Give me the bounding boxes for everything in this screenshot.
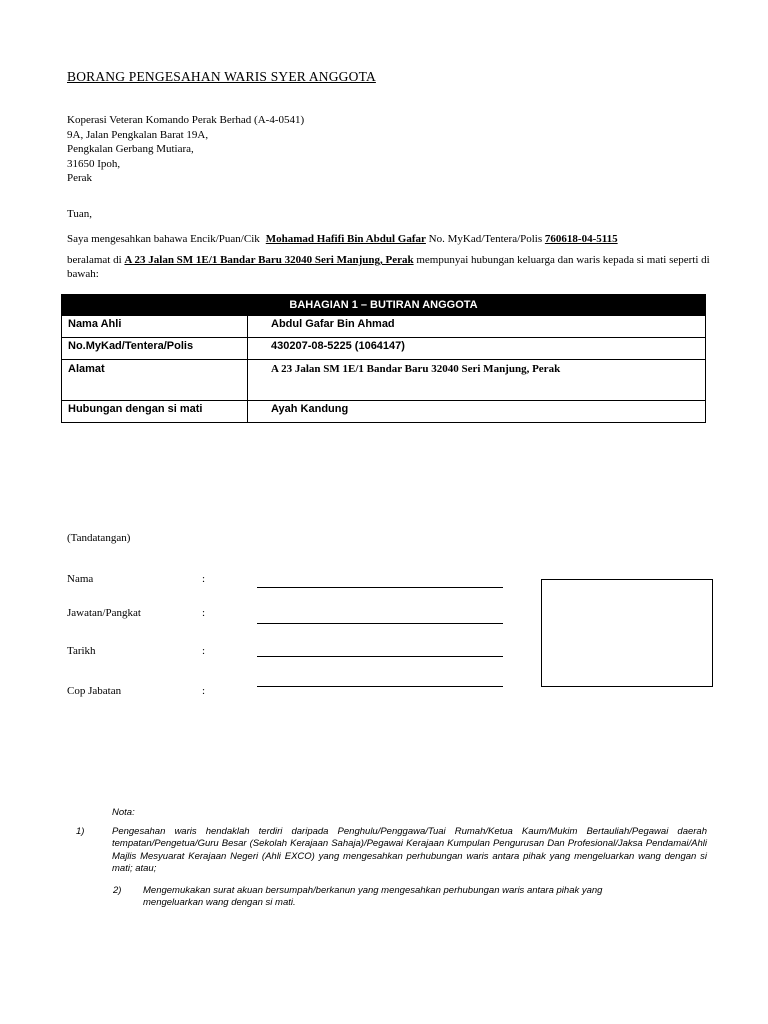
declarant-name: Mohamad Hafifi Bin Abdul Gafar [265, 233, 426, 245]
name-line[interactable] [257, 587, 503, 588]
declaration-line-2 [67, 254, 727, 281]
member-details-table [61, 294, 706, 423]
row-value: Abdul Gafar Bin Ahmad [248, 316, 706, 338]
row-label: No.MyKad/Tentera/Polis [62, 338, 248, 360]
stamp-line[interactable] [257, 686, 503, 687]
address-line: 9A, Jalan Pengkalan Barat 19A, [67, 128, 209, 141]
address-line: Koperasi Veteran Komando Perak Berhad (A-4-0541) [67, 114, 305, 126]
notes-heading: Nota: [112, 807, 135, 818]
salutation: Tuan, [67, 208, 92, 220]
declaration-line-1 [67, 233, 717, 245]
row-value: A 23 Jalan SM 1E/1 Bandar Baru 32040 Seri Manjung, Perak [248, 360, 706, 401]
row-label: Hubungan dengan si mati [62, 401, 248, 423]
table-row [62, 401, 706, 423]
colon: : [202, 607, 206, 619]
row-label: Alamat [62, 360, 248, 401]
declaration-text: beralamat di [67, 254, 122, 266]
date-label: Tarikh [67, 645, 96, 657]
cooperative-address [67, 113, 304, 186]
declaration-text: No. MyKad/Tentera/Polis [428, 233, 543, 245]
address-line: Pengkalan Gerbang Mutiara, [67, 143, 194, 156]
date-line[interactable] [257, 656, 503, 657]
address-line: 31650 Ipoh, [67, 157, 121, 170]
table-row [62, 360, 706, 401]
note-number: 1) [76, 826, 85, 837]
colon: : [202, 573, 206, 585]
declaration-text: mempunyai hubungan keluarga dan waris kepada si mati seperti di bawah: [67, 254, 710, 280]
note-number: 2) [113, 885, 122, 896]
table-row [62, 316, 706, 338]
signature-label: (Tandatangan) [67, 532, 131, 544]
declarant-address: A 23 Jalan SM 1E/1 Bandar Baru 32040 Seri Manjung, Perak [124, 254, 414, 266]
note-text: Pengesahan waris hendaklah terdiri daripada Penghulu/Penggawa/Tuai Rumah/Ketua Kaum/Mukim Bertauliah/Pegawai daerah tempatan/Pengetua/Guru Besar (Sekolah Kerajaan Sahaja)/Pegawai Kerajaan Kumpulan Pengurusan Dan Profesional/Jaksa Pendamai/Ahli Majlis Mesyuarat Kerajaan Negeri (Ahli EXCO) yang mengesahkan perhubungan waris antara pihak yang mengeluarkan wang dengan si mati; atau; [112, 826, 707, 875]
address-line: Perak [67, 172, 93, 185]
stamp-box [541, 579, 713, 687]
declarant-ic: 760618-04-5115 [544, 233, 618, 245]
row-label: Nama Ahli [62, 316, 248, 338]
table-header: BAHAGIAN 1 – BUTIRAN ANGGOTA [62, 295, 706, 316]
stamp-label: Cop Jabatan [67, 685, 122, 697]
row-value: Ayah Kandung [248, 401, 706, 423]
note-text: Mengemukakan surat akuan bersumpah/berkanun yang mengesahkan perhubungan waris antara pihak yang mengeluarkan wang dengan si mati. [143, 885, 603, 909]
form-title: BORANG PENGESAHAN WARIS SYER ANGGOTA [67, 69, 376, 84]
table-row [62, 338, 706, 360]
colon: : [202, 645, 206, 657]
colon: : [202, 685, 206, 697]
name-label: Nama [67, 573, 94, 585]
row-value: 430207-08-5225 (1064147) [248, 338, 706, 360]
position-label: Jawatan/Pangkat [67, 607, 141, 619]
position-line[interactable] [257, 623, 503, 624]
declaration-text: Saya mengesahkan bahawa Encik/Puan/Cik [67, 233, 260, 245]
